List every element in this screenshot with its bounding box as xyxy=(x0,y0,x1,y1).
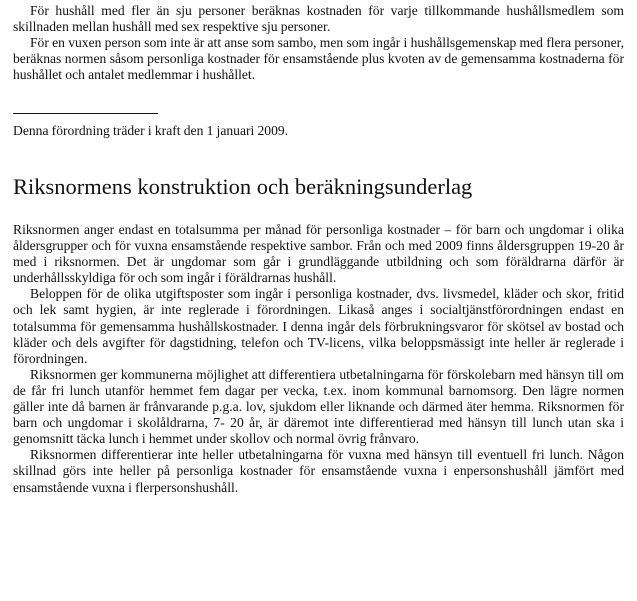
paragraph-expense-items: Beloppen för de olika utgiftsposter som ingår i personliga kostnader, dvs. livsmedel, kläder och skor, fritid och lek samt hygien, är inte reglerade i förordningen. Likaså anges i socialtjänstförordningen endast en totalsumma för gemensamma hushållskostnader. I denna ingår dels förbrukningsvaror för skötsel av bostad och kläder och dels avgifter för dagstidning, telefon och TV-licens, vilka beloppsmässigt inte heller är reglerade i förordningen. xyxy=(13,286,624,366)
paragraph-adult-in-household: För en vuxen person som inte är att anse som sambo, men som ingår i hushållsgemenskap med flera personer, beräknas normen såsom personliga kostnader för ensamstående plus kvoten av de gemensamma kostnaderna för hushållet och antalet medlemmar i hushållet. xyxy=(13,35,624,83)
paragraph-large-households: För hushåll med fler än sju personer beräknas kostnaden för varje tillkommande hushållsmedlem som skillnaden mellan hushåll med sex respektive sju personer. xyxy=(13,3,624,35)
paragraph-adult-lunch: Riksnormen differentierar inte heller utbetalningarna för vuxna med hänsyn till eventuell fri lunch. Någon skillnad görs inte heller på personliga kostnader för ensamstående vuxna i enpersonshushåll jämfört med ensamstående vuxna i flerpersonshushåll. xyxy=(13,447,624,495)
section-heading: Riksnormens konstruktion och beräkningsunderlag xyxy=(13,174,473,199)
effective-date-note: Denna förordning träder i kraft den 1 januari 2009. xyxy=(13,123,289,138)
paragraph-preschool-lunch: Riksnormen ger kommunerna möjlighet att differentiera utbetalningarna för förskolebarn med hänsyn till om de får fri lunch utanför hemmet fem dagar per vecka, t.ex. inom kommunal barnomsorg. Den lägre normen gäller inte då barnen är frånvarande p.g.a. lov, sjukdom eller liknande och därmed äter hemma. Riksnormen för barn och ungdomar i skolåldrarna, 7- 20 år, är däremot inte differentierad med hänsyn till lunch utan ska i genomsnitt täcka lunch i hemmet under skollov och normal övrig frånvaro. xyxy=(13,366,624,447)
body-section xyxy=(13,222,624,496)
top-section xyxy=(13,3,624,83)
effective-date-block xyxy=(13,123,624,139)
paragraph-riksnorm-total: Riksnormen anger endast en totalsumma per månad för personliga kostnader – för barn och ungdomar i olika åldersgrupper och för vuxna ensamstående respektive sambor. Från och med 2009 finns åldersgruppen 19-20 år med i riksnormen. Det är ungdomar som går i grundläggande utbildning och som föräldrarna därför är underhållsskyldiga för och som ingår i föräldrarnas hushåll. xyxy=(13,222,624,286)
footnote-separator-line xyxy=(13,113,158,114)
